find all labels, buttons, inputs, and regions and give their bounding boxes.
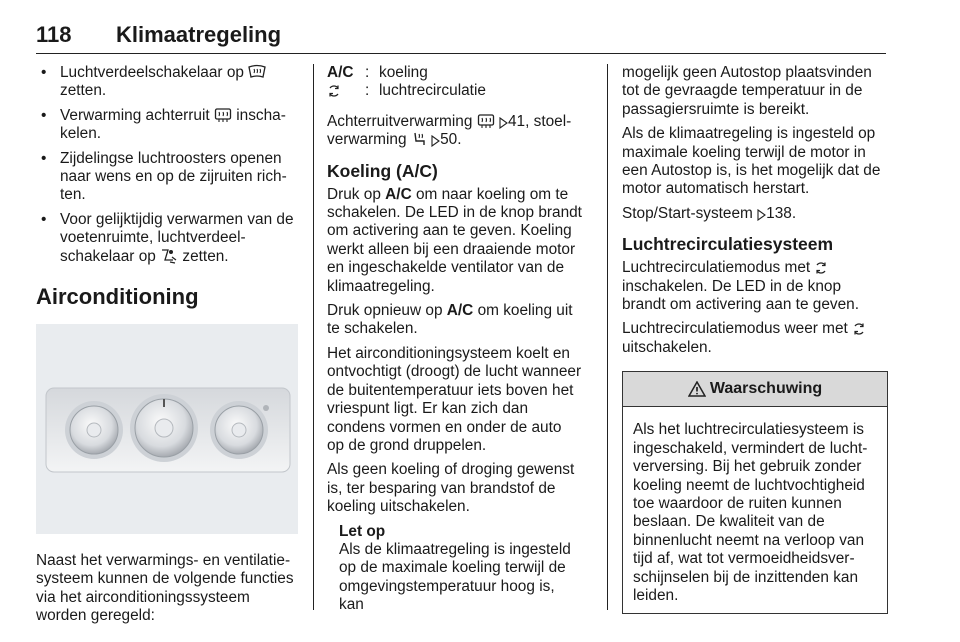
page-reference[interactable]: 41	[507, 112, 526, 130]
page-reference-arrow-icon	[757, 209, 766, 221]
page-reference-arrow-icon	[499, 117, 508, 129]
warning-title: Waarschuwing	[709, 380, 823, 398]
legend-value: luchtrecirculatie	[379, 82, 486, 100]
warning-header	[623, 372, 887, 407]
note-block	[327, 523, 582, 615]
legend-separator: :	[365, 82, 370, 100]
list-item: • Zijdelingse luchtroosters openen naar wens en op de zijruiten richten.	[36, 150, 296, 205]
paragraph: Als de klimaatregeling is ingesteld op maximale koeling terwijl de motor in een Autostop is, is het mogelijk dat de motor automatisch herstart.	[622, 125, 881, 198]
column-divider	[607, 64, 608, 610]
paragraph: Luchtrecirculatiemodus met inschakelen. De LED in de knop brandt om activering aan te geven.	[622, 259, 859, 314]
column-divider	[313, 64, 314, 610]
warning-box	[622, 371, 888, 614]
legend-value: koeling	[379, 64, 428, 81]
page-reference[interactable]: 138.	[766, 204, 797, 222]
section-title: Airconditioning	[36, 284, 199, 310]
recirculation-icon	[852, 322, 866, 336]
paragraph: Als geen koeling of droging gewenst is, ter besparing van brandstof de koeling uitschakelen.	[327, 461, 575, 516]
list-item: • Voor gelijktijdig verwarmen van de voetenruimte, luchtverdeelschakelaar op zetten.	[36, 211, 296, 266]
paragraph: mogelijk geen Autostop plaatsvinden tot de gevraagde temperatuur in de passagiersruimte is bereikt.	[622, 64, 872, 118]
paragraph: Druk op A/C om naar koeling om te schakelen. De LED in de knop brandt om activering aan te geven. Koeling werkt alleen bij een draaiende motor en ingeschakelde ventilator van de klimaatregeling.	[327, 185, 582, 295]
seat-heater-icon	[411, 131, 427, 147]
column-3	[622, 64, 888, 614]
defrost-windshield-icon	[248, 64, 266, 80]
subsection-title: Luchtrecirculatiesysteem	[622, 234, 834, 255]
list-item: • Verwarming achterruit inschakelen.	[36, 107, 296, 144]
note-text: Als de klimaatregeling is ingesteld op de maximale koeling terwijl de omgevingstemperatuur hoog is, kan	[339, 540, 571, 614]
header-rule	[36, 53, 886, 54]
bullet-list	[36, 64, 296, 266]
ac-key: A/C	[327, 64, 354, 81]
warning-triangle-icon	[688, 381, 706, 397]
intro-paragraph: Naast het verwarmings- en ventilatiesysteem kunnen de volgende functies via het airconditioningssysteem worden geregeld:	[36, 552, 294, 625]
paragraph: Het airconditioningsysteem koelt en ontvochtigt (droogt) de lucht wanneer de buitentemperatuur iets boven het vriespunt ligt. Er kan zich dan condens vormen en onder de auto op de grond druppelen.	[327, 344, 582, 454]
rear-window-heater-icon	[214, 107, 232, 123]
page-reference-arrow-icon	[431, 135, 440, 147]
page-reference[interactable]: 50.	[440, 131, 462, 149]
subsection-title: Koeling (A/C)	[327, 160, 438, 181]
paragraph: Druk opnieuw op A/C om koeling uit te schakelen.	[327, 302, 573, 338]
footwell-windshield-icon	[160, 248, 178, 264]
column-1	[36, 64, 296, 632]
rear-window-heater-icon	[477, 113, 495, 129]
paragraph: Luchtrecirculatiemodus weer met uitschakelen.	[622, 320, 888, 357]
page-number: 118	[36, 22, 72, 47]
note-title: Let op	[339, 522, 386, 540]
list-item: • Luchtverdeelschakelaar op zetten.	[36, 64, 296, 101]
reference-paragraph: Achterruitverwarming 41, stoelverwarming 50.	[327, 112, 572, 149]
function-legend	[327, 64, 582, 101]
recirculation-icon	[814, 261, 828, 275]
recirculation-key	[327, 82, 365, 100]
chapter-title: Klimaatregeling	[116, 22, 282, 47]
recirculation-icon	[327, 84, 341, 98]
page-header	[36, 16, 886, 54]
column-2	[327, 64, 582, 615]
warning-text: Als het luchtrecirculatiesysteem is ingeschakeld, vermindert de luchtverversing. Bij het gebruik zonder koeling neemt de luchtvochtigheid toe waardoor de ruiten kunnen beslaan. De kwaliteit van de binnenlucht neemt na verloop van tijd af, wat tot vermoeidheidsverschijnselen bij de inzittenden kan leiden.	[633, 421, 868, 604]
legend-separator: :	[365, 64, 370, 81]
reference-paragraph: Stop/Start-systeem 138.	[622, 204, 797, 222]
climate-control-panel-image	[36, 324, 298, 534]
